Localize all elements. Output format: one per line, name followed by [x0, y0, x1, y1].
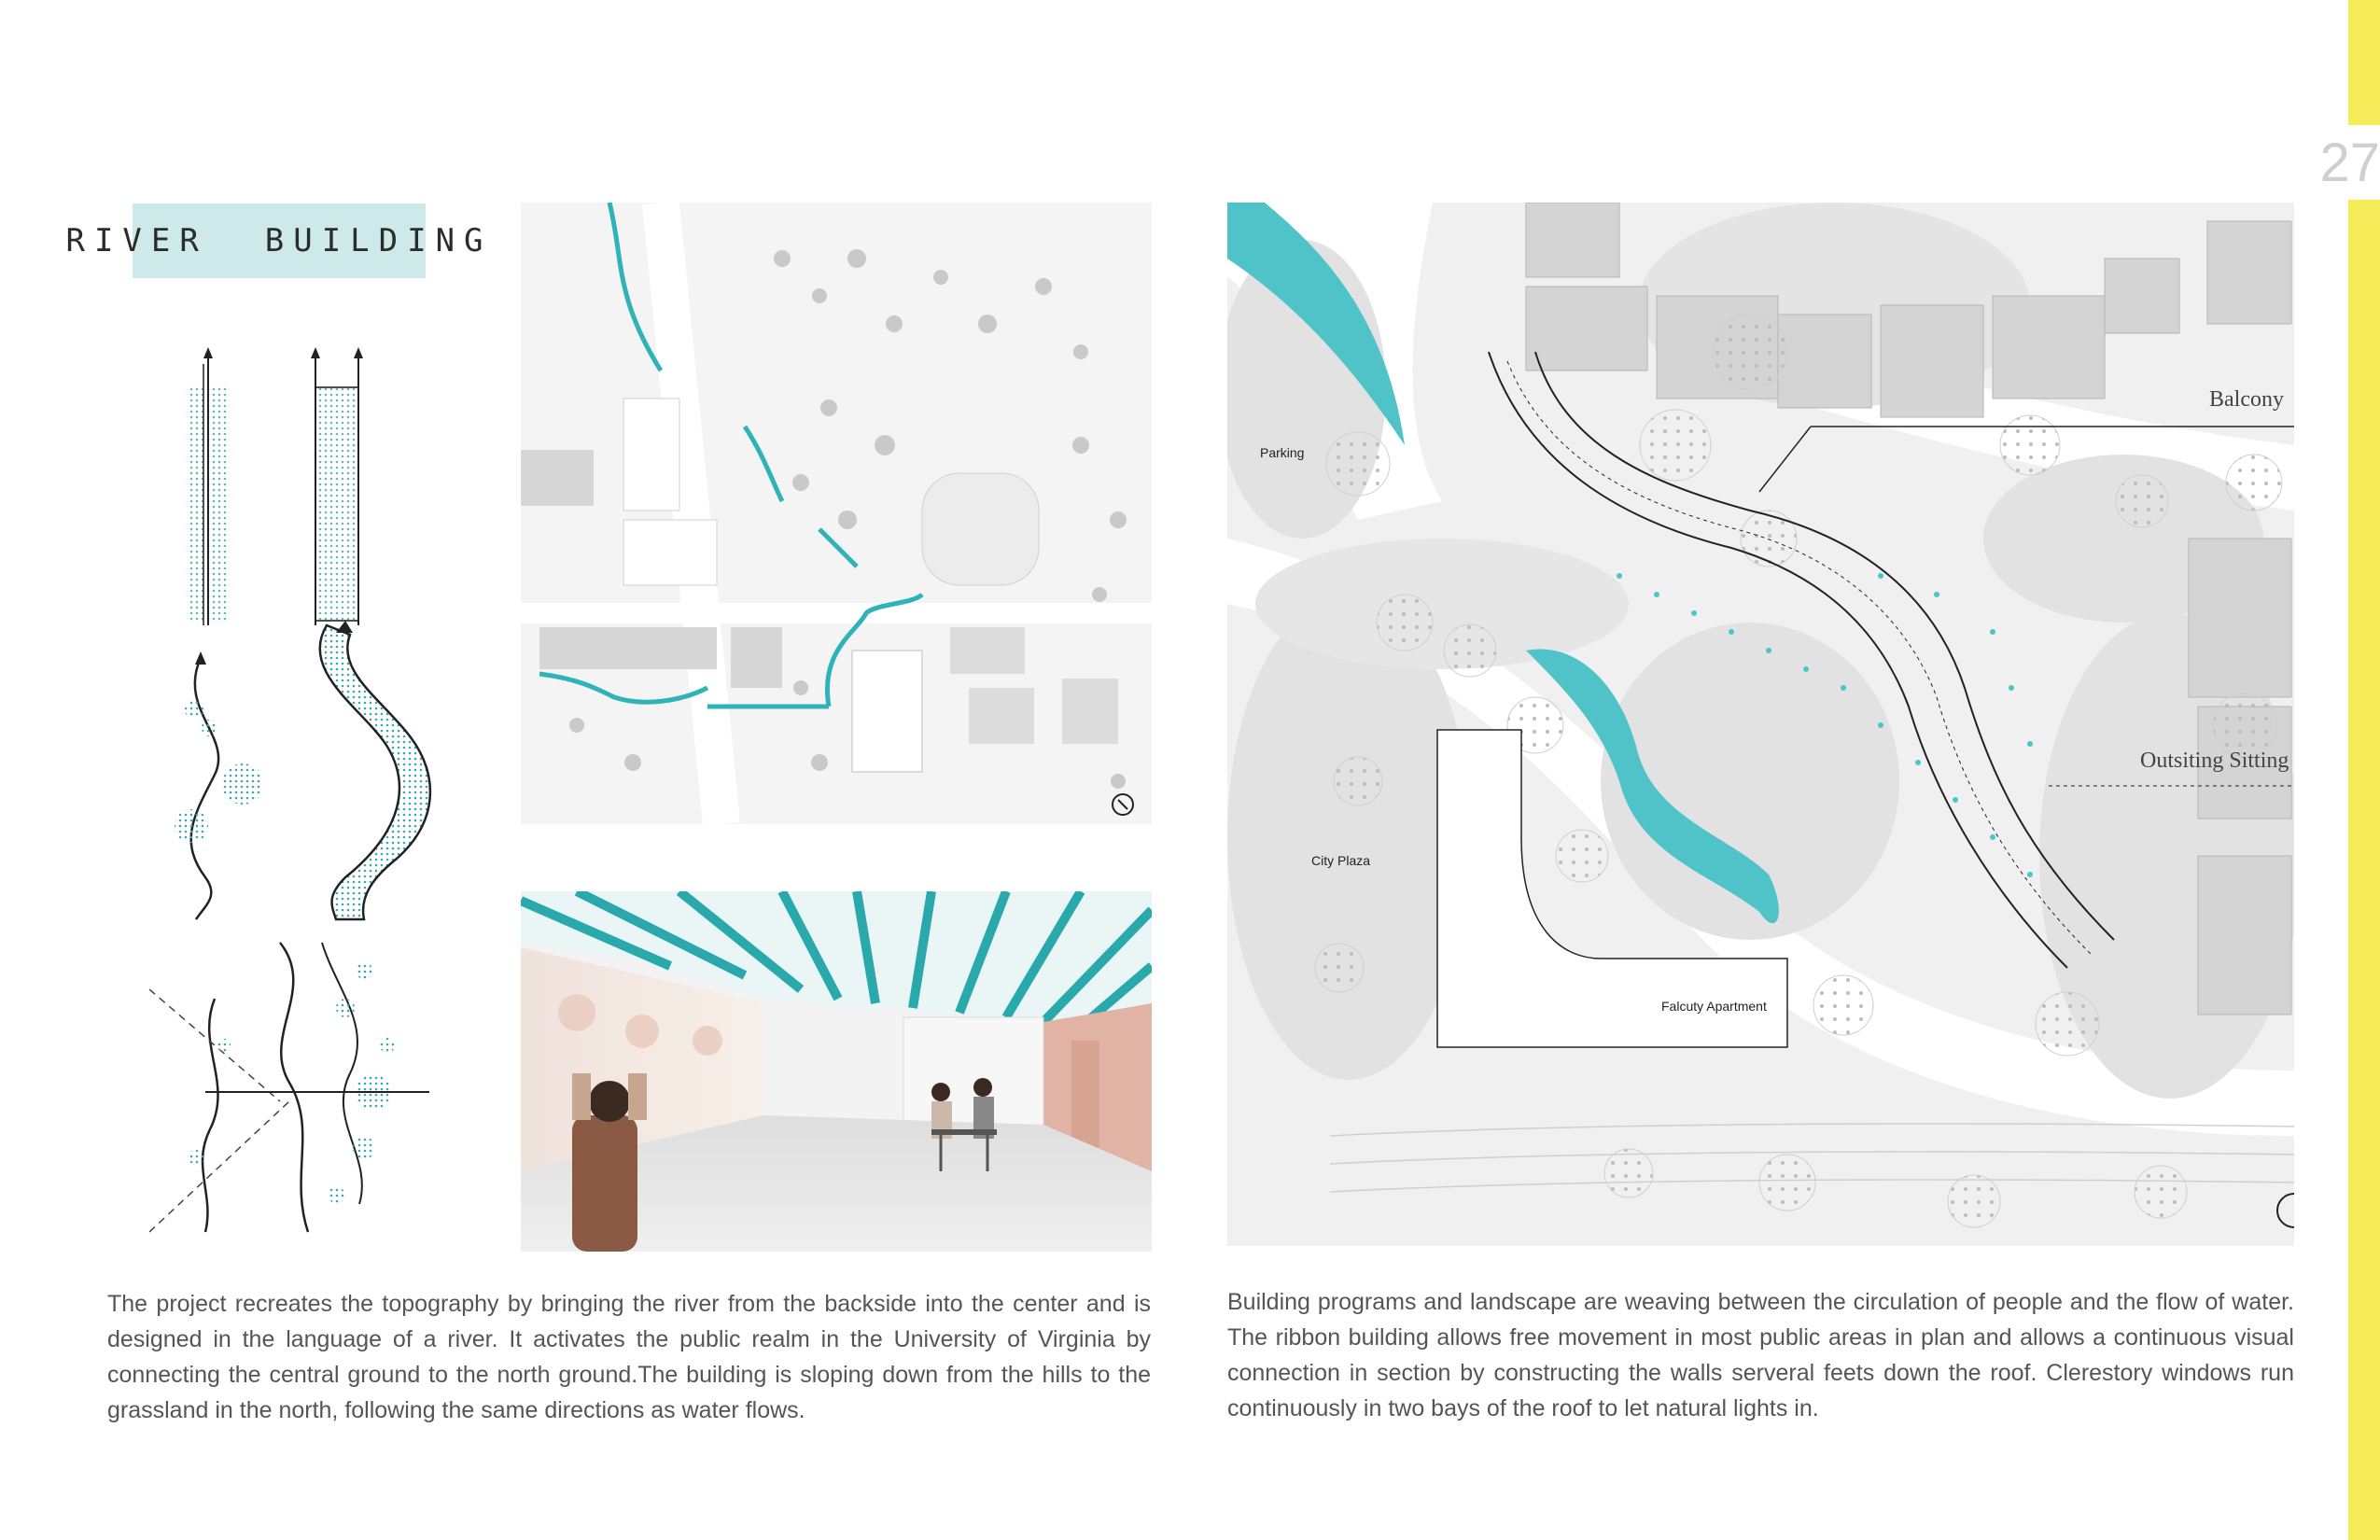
label-faculty-apartment: Falcuty Apartment: [1661, 999, 1767, 1014]
side-accent-bar-top: [2348, 0, 2380, 125]
context-site-map: [521, 203, 1152, 824]
page-title: RIVER BUILDING: [65, 222, 493, 259]
interior-rendering: [521, 891, 1152, 1252]
diagram-straight-channel: [187, 347, 230, 625]
person-figure: [572, 1073, 647, 1252]
label-parking: Parking: [1260, 445, 1305, 460]
label-balcony: Balcony: [2209, 387, 2284, 412]
right-description: Building programs and landscape are weaving between the circulation of people and the flow of water. The ribbon building allows free movement in most public areas in plan and allows a continuous visual connection in section by constructing the walls serveral feets down the roof. Clerestory windows run continuously in two bays of the roof to let natural lights in.: [1227, 1289, 2294, 1421]
diagram-meander-path: [175, 651, 263, 919]
interior-rendering-drawing: [521, 891, 1152, 1252]
diagram-flow-network: [149, 943, 429, 1232]
concept-diagrams: [149, 336, 448, 1269]
title-box: [65, 203, 493, 278]
diagram-meander-channel: [320, 621, 430, 919]
diagram-walled-channel: [311, 347, 363, 625]
side-accent-bar-bottom: [2348, 200, 2380, 1540]
site-plan: [1227, 203, 2294, 1246]
context-map-drawing: [521, 203, 1152, 824]
site-plan-drawing: [1227, 203, 2294, 1246]
label-city-plaza: City Plaza: [1311, 853, 1371, 868]
left-description: The project recreates the topography by bringing the river from the backside into the center and is designed in the language of a river. It activates the public realm in the University of Virginia by connecting the central ground to the north ground.The building is sloping down from the hills to the grassland in the north, following the same directions as water flows.: [107, 1291, 1151, 1423]
page-number: 27: [2319, 133, 2380, 193]
label-outsiting-sitting: Outsiting Sitting: [2140, 749, 2289, 773]
